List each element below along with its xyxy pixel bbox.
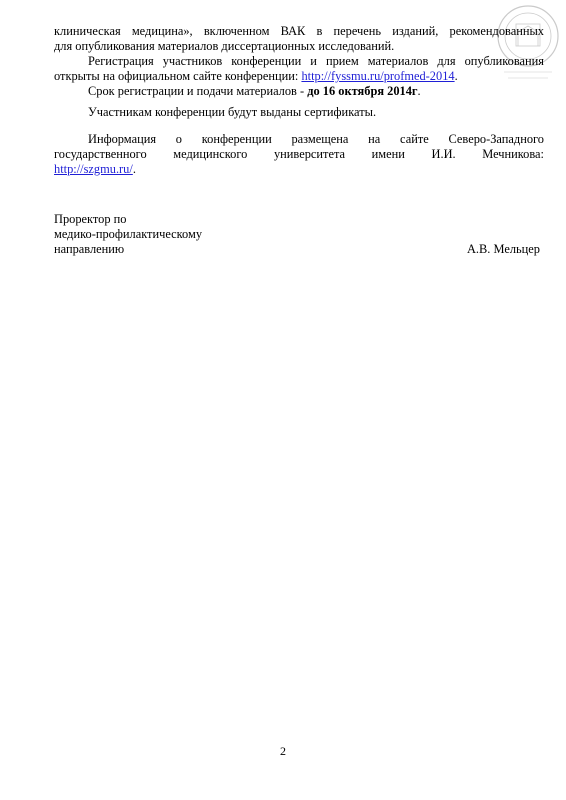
- signer-title-line: медико-профилактическому: [54, 227, 203, 241]
- paragraph-text: .: [132, 162, 136, 176]
- paragraph-text: Срок регистрации и подачи материалов -: [88, 84, 308, 98]
- paragraph-certificates: [54, 105, 544, 120]
- paragraph-line: государственного медицинского университета имени И.И. Мечникова:: [54, 147, 544, 161]
- paragraph-information: [54, 132, 544, 177]
- university-website-link[interactable]: http://szgmu.ru/: [54, 162, 133, 176]
- signature-block: [54, 212, 540, 257]
- paragraph-text: открыты на официальном сайте конференции:: [54, 69, 302, 83]
- paragraph-journal: [54, 24, 544, 54]
- page-number: 2: [280, 744, 286, 758]
- paragraph-deadline: [54, 84, 544, 99]
- paragraph-registration: [54, 54, 544, 84]
- paragraph-text: .: [417, 84, 421, 98]
- deadline-date: до 16 октября 2014г: [307, 84, 418, 98]
- conference-website-link[interactable]: http://fyssmu.ru/profmed-2014: [301, 69, 455, 83]
- paragraph-line: Регистрация участников конференции и прием материалов для опубликования: [88, 54, 544, 68]
- signer-name: А.В. Мельцер: [466, 242, 540, 256]
- signer-title-line: направлению: [54, 242, 125, 256]
- signer-title-line: Проректор по: [54, 212, 127, 226]
- paragraph-text: .: [454, 69, 458, 83]
- paragraph-line: для опубликования материалов диссертационных исследований.: [54, 39, 395, 53]
- paragraph-line: Информация о конференции размещена на сайте Северо-Западного: [88, 132, 544, 146]
- paragraph-line: Участникам конференции будут выданы сертификаты.: [88, 105, 377, 119]
- paragraph-line: клиническая медицина», включенном ВАК в перечень изданий, рекомендованных: [54, 24, 544, 38]
